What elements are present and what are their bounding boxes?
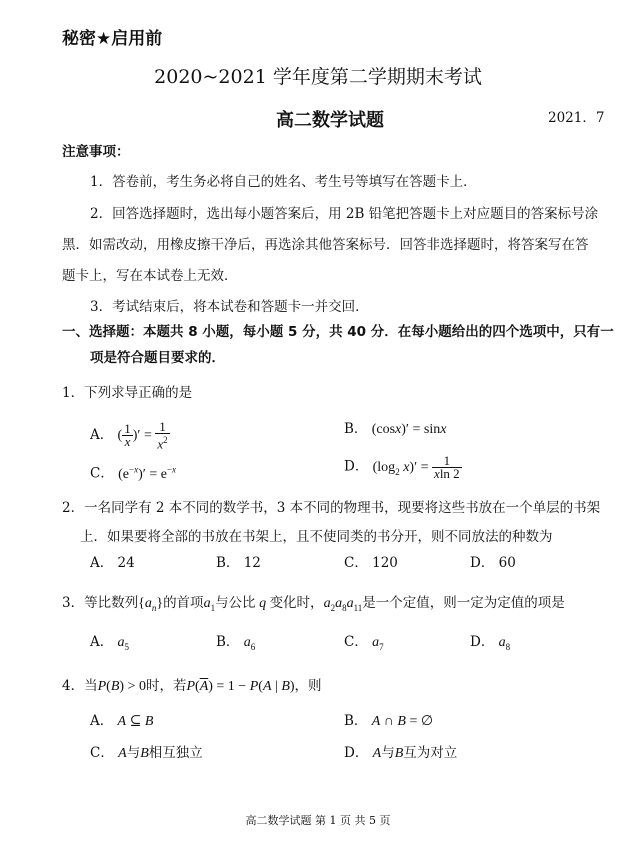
q1-option-d	[344, 455, 462, 481]
q2-option-d: D． 60	[470, 555, 516, 571]
q4-stem-part-3: ，则	[294, 678, 322, 694]
section-1-line-1: 一、选择题：本题共 8 小题，每小题 5 分，共 40 分．在每小题给出的四个选项中，只有一	[62, 324, 614, 340]
q3-option-b: B． $a_6$	[216, 634, 256, 652]
notice-item-3: 3．考试结束后，将本试卷和答题卡一并交回．	[90, 299, 369, 315]
q3-option-d-label: D．	[470, 634, 495, 650]
q4-stem	[62, 678, 322, 695]
q3-ratio: q	[259, 596, 267, 611]
q2-line-2: 上．如果要将全部的书放在书架上，且不使同类的书分开，则不同放法的种数为	[80, 529, 553, 545]
q3-option-c-label: C．	[344, 634, 368, 650]
q3-option-c: C． $a_7$	[344, 634, 384, 652]
q3-option-d: D． $a_8$	[470, 634, 511, 652]
secret-label: 秘密★启用前	[62, 29, 163, 49]
q1-option-a-label: A．	[90, 426, 114, 443]
notice-item-2-line-1: 2．回答选择题时，选出每小题答案后，用 2B 铅笔把答题卡上对应题目的答案标号涂	[90, 206, 599, 222]
q3-stem-part-4: 变化时，	[269, 595, 324, 611]
q4-option-d-text-1: 与	[381, 745, 395, 761]
q4-option-c-text-2: 相互独立	[148, 745, 203, 761]
q1-option-c	[90, 461, 176, 483]
q3-stem-part-5: 是一个定值，则一定为定值的项是	[362, 595, 565, 611]
q3-stem-part-3: 与公比	[215, 595, 256, 611]
q1-stem: 1．下列求导正确的是	[62, 385, 193, 401]
q1-option-d-formula: ($\log_2$ x)′ = $\frac{1}{xln 2}$	[372, 453, 460, 481]
q1-option-a	[90, 421, 170, 450]
q4-stem-part-2: 时，若	[145, 678, 187, 694]
q1-option-c-formula: $(e^{-x})' = e^{-x}$	[118, 464, 177, 482]
subject-title: 高二数学试题	[276, 110, 384, 131]
q3-first-term: $a_1$	[203, 596, 216, 613]
q3-sequence-notation: $\{a_n\}$	[138, 596, 164, 613]
q3-stem-part-1: 3．等比数列	[62, 595, 139, 611]
q3-product: $a_2a_8a_{11}$	[323, 596, 363, 613]
q4-option-c: C． A与B相互独立	[90, 745, 203, 761]
notice-item-1: 1．答卷前，考生务必将自己的姓名、考生号等填写在答题卡上．	[90, 174, 477, 190]
q1-option-b-label: B．	[344, 421, 368, 437]
q3-stem-part-2: 的首项	[163, 595, 204, 611]
notice-item-2-line-3: 题卡上，写在本试卷上无效．	[62, 268, 238, 284]
q4-equation: $P(\overline{A}) = 1 - P(A$ | B)	[186, 679, 295, 694]
q3-option-b-label: B．	[216, 634, 240, 650]
q4-option-b-label: B．	[344, 713, 368, 729]
exam-title: 2020~2021 学年度第二学期期末考试	[154, 66, 482, 88]
q4-stem-part-1: 4．当	[62, 678, 98, 694]
q3-stem	[62, 595, 565, 617]
q1-option-b-formula: (cosx)′ = sinx	[371, 422, 447, 437]
q1-option-a-formula: ( $\frac{1}{x}$ )′ = $\frac{1}{x^2}$	[117, 419, 168, 452]
exam-date: 2021．7	[548, 110, 605, 126]
q4-option-c-text-1: 与	[126, 745, 141, 761]
q4-option-d: D． A与B互为对立	[344, 745, 458, 761]
q4-option-d-text-2: 互为对立	[403, 745, 458, 761]
q4-option-b: B． A ∩ B = ∅	[344, 713, 434, 729]
notice-heading: 注意事项：	[62, 144, 130, 160]
q4-option-c-label: C．	[90, 745, 114, 761]
q4-condition: P(B) > 0	[97, 679, 146, 694]
q2-option-b: B． 12	[216, 555, 261, 571]
q1-option-d-label: D．	[344, 458, 369, 475]
q2-option-c: C． 120	[344, 555, 398, 571]
q1-option-b	[344, 421, 446, 438]
q3-option-a-label: A．	[90, 634, 114, 650]
notice-item-2-line-2: 黑．如需改动，用橡皮擦干净后，再选涂其他答案标号．回答非选择题时，将答案写在答	[62, 237, 589, 253]
q4-option-a: A． A ⊆ B	[90, 713, 154, 729]
section-1-line-2: 项是符合题目要求的．	[90, 350, 225, 366]
page-footer: 高二数学试题 第 1 页 共 5 页	[245, 814, 391, 827]
q3-option-a: A． $a_5$	[90, 634, 130, 652]
q2-option-a: A． 24	[90, 555, 135, 571]
q4-option-a-label: A．	[90, 713, 114, 729]
q4-option-d-label: D．	[344, 745, 369, 761]
q1-option-c-label: C．	[90, 465, 114, 482]
q2-line-1: 2．一名同学有 2 本不同的数学书，3 本不同的物理书，现要将这些书放在一个单层的书架	[62, 500, 601, 516]
